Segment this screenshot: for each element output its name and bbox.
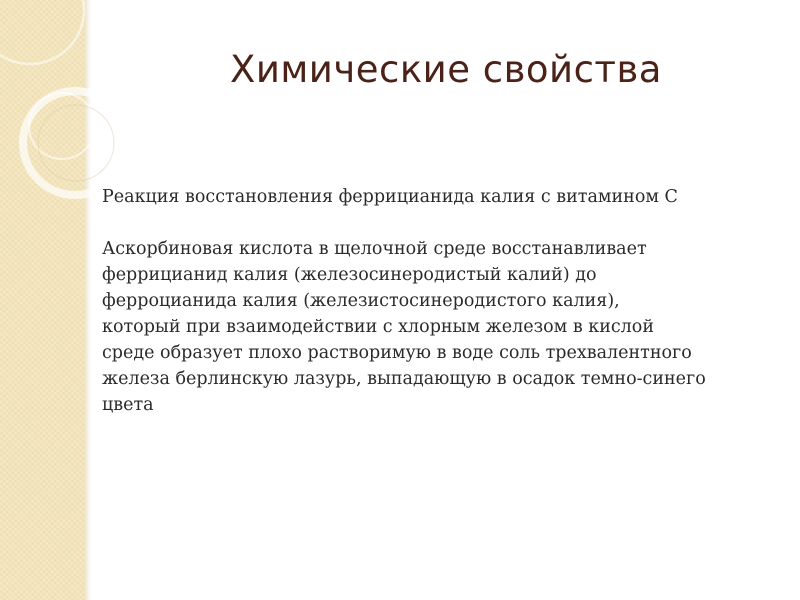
body-line: среде образует плохо растворимую в воде соль трехвалентного [102, 343, 692, 363]
decorative-ring-inner [38, 105, 114, 181]
slide-body-paragraph [102, 236, 792, 418]
slide-subtitle: Реакция восстановления феррицианида калия с витамином С [102, 187, 678, 207]
body-line: цвета [102, 395, 154, 415]
body-line: феррицианид калия (железосинеродистый калий) до [102, 265, 597, 285]
body-line: ферроцианида калия (железистосинеродистого калия), [102, 291, 620, 311]
decorative-ring-large [0, 0, 84, 64]
decorative-ring-medium [23, 91, 127, 195]
body-line: железа берлинскую лазурь, выпадающую в осадок темно-синего [102, 369, 706, 389]
body-line: который при взаимодействии с хлорным железом в кислой [102, 317, 654, 337]
slide-content [102, 184, 792, 418]
slide-title: Химические свойства [230, 48, 662, 91]
body-line: Аскорбиновая кислота в щелочной среде восстанавливает [102, 239, 647, 259]
